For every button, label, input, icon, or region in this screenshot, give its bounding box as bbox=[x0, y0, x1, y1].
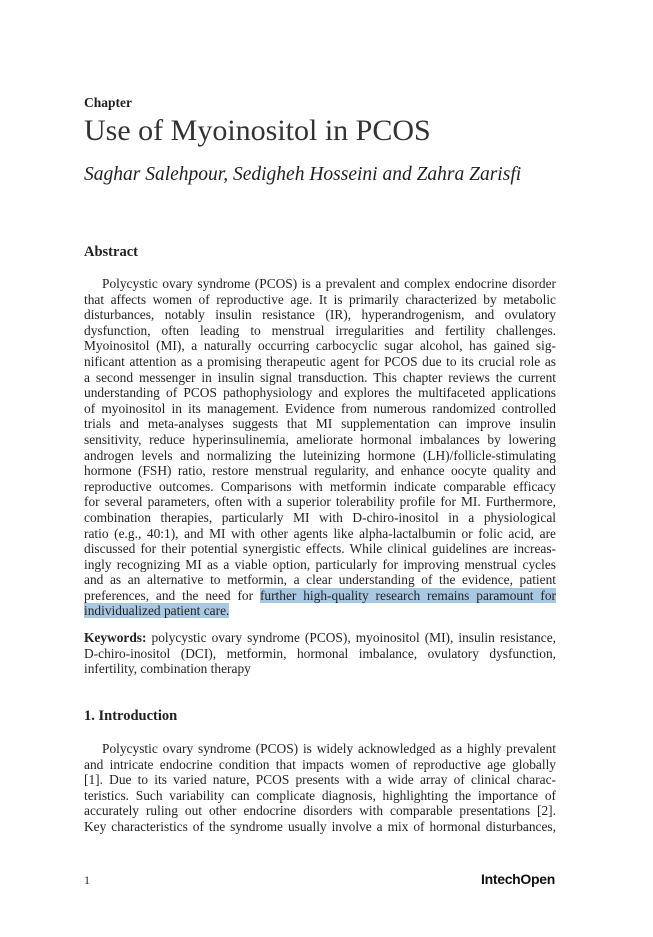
abstract-line: Polycystic ovary syndrome (PCOS) is a prevalent and complex endocrine disorder bbox=[102, 276, 556, 291]
abstract-line: trials and meta-analyses suggests that MI supplementation can improve insulin bbox=[84, 416, 556, 432]
abstract-line: androgen levels and normalizing the luteinizing hormone (LH)/follicle-stimulating bbox=[84, 447, 556, 463]
abstract-line: Myoinositol (MI), a naturally occurring carbocyclic sugar alcohol, has gained sig- bbox=[84, 338, 556, 354]
abstract-line: of myoinositol in its management. Evidence from numerous randomized controlled bbox=[84, 400, 556, 416]
intro-line: Key characteristics of the syndrome usually involve a mix of hormonal disturbances, bbox=[84, 818, 556, 834]
abstract-line: hormone (FSH) ratio, restore menstrual regularity, and enhance oocyte quality and bbox=[84, 463, 556, 479]
abstract-line: reproductive outcomes. Comparisons with metformin indicate comparable efficacy bbox=[84, 478, 556, 494]
abstract-line: sensitivity, reduce hyperinsulinemia, ameliorate hormonal imbalances by lowering bbox=[84, 431, 556, 447]
highlighted-text[interactable]: further high-quality research remains paramount for bbox=[259, 587, 556, 603]
abstract-line: understanding of PCOS pathophysiology and explores the multifaceted applications bbox=[84, 385, 556, 401]
abstract-text: preferences, and the need for bbox=[84, 587, 260, 603]
abstract-line: and as an alternative to metformin, a clear understanding of the evidence, patient bbox=[84, 572, 556, 588]
page-number: 1 bbox=[84, 873, 90, 887]
abstract-paragraph bbox=[84, 276, 556, 619]
highlighted-text[interactable]: individualized patient care. bbox=[84, 603, 230, 619]
keywords-line: infertility, combination therapy bbox=[84, 661, 251, 677]
abstract-line: combination therapies, particularly MI with D-chiro-inositol in a physiological bbox=[84, 509, 556, 525]
abstract-line bbox=[84, 603, 556, 619]
chapter-title: Use of Myoinositol in PCOS bbox=[84, 114, 431, 147]
introduction-paragraph bbox=[84, 741, 556, 835]
intro-line: Polycystic ovary syndrome (PCOS) is widely acknowledged as a highly prevalent bbox=[102, 741, 556, 756]
intro-line: accurately ruling out other endocrine disorders with comparable presentations [2]. bbox=[84, 803, 556, 819]
keywords-line bbox=[84, 630, 556, 646]
keywords-text: polycystic ovary syndrome (PCOS), myoinositol (MI), insulin resistance, bbox=[146, 630, 556, 645]
keywords-label: Keywords: bbox=[84, 630, 147, 645]
intro-line: [1]. Due to its varied nature, PCOS presents with a wide array of clinical charac- bbox=[84, 772, 556, 788]
abstract-line: a second messenger in insulin signal transduction. This chapter reviews the current bbox=[84, 369, 556, 385]
abstract-line: ratio (e.g., 40:1), and MI with other agents like alpha-lactalbumin or folic acid, are bbox=[84, 525, 556, 541]
abstract-heading: Abstract bbox=[84, 244, 138, 260]
abstract-line: discussed for their potential synergistic effects. While clinical guidelines are increas- bbox=[84, 541, 556, 557]
abstract-line: ingly recognizing MI as a viable option, particularly for improving menstrual cycles bbox=[84, 556, 556, 572]
abstract-line: disturbances, notably insulin resistance (IR), hyperandrogenism, and ovulatory bbox=[84, 307, 556, 323]
intro-line: teristics. Such variability can complicate diagnosis, highlighting the importance of bbox=[84, 787, 556, 803]
intechopen-logo: IntechOpen bbox=[481, 871, 556, 887]
abstract-line: that affects women of reproductive age. It is primarily characterized by metabolic bbox=[84, 291, 556, 307]
chapter-label: Chapter bbox=[84, 95, 132, 110]
intro-line: and intricate endocrine condition that impacts women of reproductive age globally bbox=[84, 756, 556, 772]
abstract-line bbox=[84, 588, 556, 604]
keywords-line: D-chiro-inositol (DCI), metformin, hormonal imbalance, ovulatory dysfunction, bbox=[84, 645, 556, 661]
abstract-line: nificant attention as a promising therapeutic agent for PCOS due to its crucial role as bbox=[84, 353, 556, 369]
authors: Saghar Salehpour, Sedigheh Hosseini and Zahra Zarisfi bbox=[84, 164, 522, 185]
introduction-heading: 1. Introduction bbox=[84, 708, 178, 724]
keywords bbox=[84, 630, 556, 677]
abstract-line: dysfunction, often leading to menstrual irregularities and fertility challenges. bbox=[84, 322, 556, 338]
abstract-line: for several parameters, often with a superior tolerability profile for MI. Furthermore, bbox=[84, 494, 556, 510]
